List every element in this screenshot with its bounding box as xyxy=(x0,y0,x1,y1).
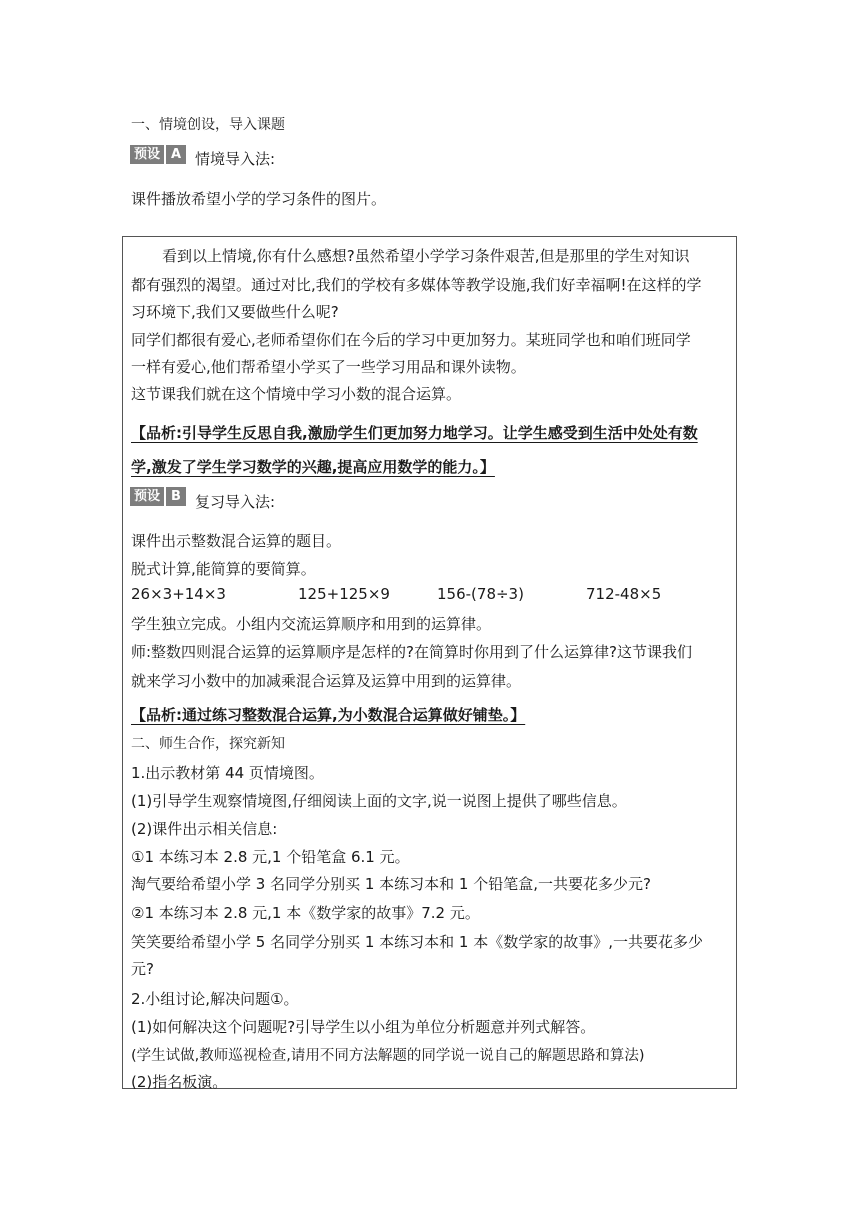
courseware-intro: 课件播放希望小学的学习条件的图片。 xyxy=(131,190,387,208)
comment-1-line1: 【品析:引导学生反思自我,激励学生们更加努力地学习。让学生感受到生活中处处有数 xyxy=(131,424,698,442)
step-1-2: (2)课件出示相关信息: xyxy=(131,820,278,838)
expression-4: 712-48×5 xyxy=(586,585,662,603)
expression-1: 26×3+14×3 xyxy=(131,585,226,603)
box-p3: 这节课我们就在这个情境中学习小数的混合运算。 xyxy=(131,385,462,403)
step-2-1: (1)如何解决这个问题呢?引导学生以小组为单位分析题意并列式解答。 xyxy=(131,1018,596,1036)
step-1-1: (1)引导学生观察情境图,仔细阅读上面的文字,说一说图上提供了哪些信息。 xyxy=(131,792,627,810)
box-p1-line3: 习环境下,我们又要做些什么呢? xyxy=(131,303,339,321)
preset-b-badge xyxy=(130,487,186,506)
box-p5: 脱式计算,能简算的要简算。 xyxy=(131,560,316,578)
section-heading-2: 二、师生合作，探究新知 xyxy=(131,736,285,752)
box-p4: 课件出示整数混合运算的题目。 xyxy=(131,532,342,550)
box-p2-line2: 一样有爱心,他们帮希望小学买了一些学习用品和课外读物。 xyxy=(131,358,526,376)
box-p7-line2: 就来学习小数中的加减乘混合运算及运算中用到的运算律。 xyxy=(131,672,522,690)
section-heading-1: 一、情境创设，导入课题 xyxy=(131,117,285,133)
preset-a-badge-left: 预设 xyxy=(130,145,164,164)
step-2-2: (2)指名板演。 xyxy=(131,1073,228,1091)
question-2-line2: 元? xyxy=(131,960,154,978)
preset-b-badge-right: B xyxy=(166,487,186,506)
box-p6: 学生独立完成。小组内交流运算顺序和用到的运算律。 xyxy=(131,615,492,633)
box-p7-line1: 师:整数四则混合运算的运算顺序是怎样的?在简算时你用到了什么运算律?这节课我们 xyxy=(131,643,692,661)
info-1: ①1 本练习本 2.8 元,1 个铅笔盒 6.1 元。 xyxy=(131,848,410,866)
info-2: ②1 本练习本 2.8 元,1 本《数学家的故事》7.2 元。 xyxy=(131,904,480,922)
preset-b-badge-left: 预设 xyxy=(130,487,164,506)
preset-a-label: 情境导入法: xyxy=(195,150,276,168)
step-2: 2.小组讨论,解决问题①。 xyxy=(131,990,299,1008)
comment-1-line2: 学,激发了学生学习数学的兴趣,提高应用数学的能力。】 xyxy=(131,458,495,476)
comment-2: 【品析:通过练习整数混合运算,为小数混合运算做好铺垫。】 xyxy=(131,706,526,724)
step-2-note: (学生试做,教师巡视检查,请用不同方法解题的同学说一说自己的解题思路和算法) xyxy=(131,1048,645,1064)
preset-a-badge xyxy=(130,145,186,164)
question-2-line1: 笑笑要给希望小学 5 名同学分别买 1 本练习本和 1 本《数学家的故事》,一共要花多少 xyxy=(131,933,704,951)
box-p1-line2: 都有强烈的渴望。通过对比,我们的学校有多媒体等教学设施,我们好幸福啊!在这样的学 xyxy=(131,276,702,294)
preset-b-label: 复习导入法: xyxy=(195,493,276,511)
box-p1-line1: 看到以上情境,你有什么感想?虽然希望小学学习条件艰苦,但是那里的学生对知识 xyxy=(162,247,690,265)
preset-a-badge-right: A xyxy=(166,145,186,164)
box-p2-line1: 同学们都很有爱心,老师希望你们在今后的学习中更加努力。某班同学也和咱们班同学 xyxy=(131,331,691,349)
question-1: 淘气要给希望小学 3 名同学分别买 1 本练习本和 1 个铅笔盒,一共要花多少元? xyxy=(131,875,651,893)
step-1: 1.出示教材第 44 页情境图。 xyxy=(131,764,324,782)
expression-2: 125+125×9 xyxy=(298,585,390,603)
expression-3: 156-(78÷3) xyxy=(437,585,524,603)
